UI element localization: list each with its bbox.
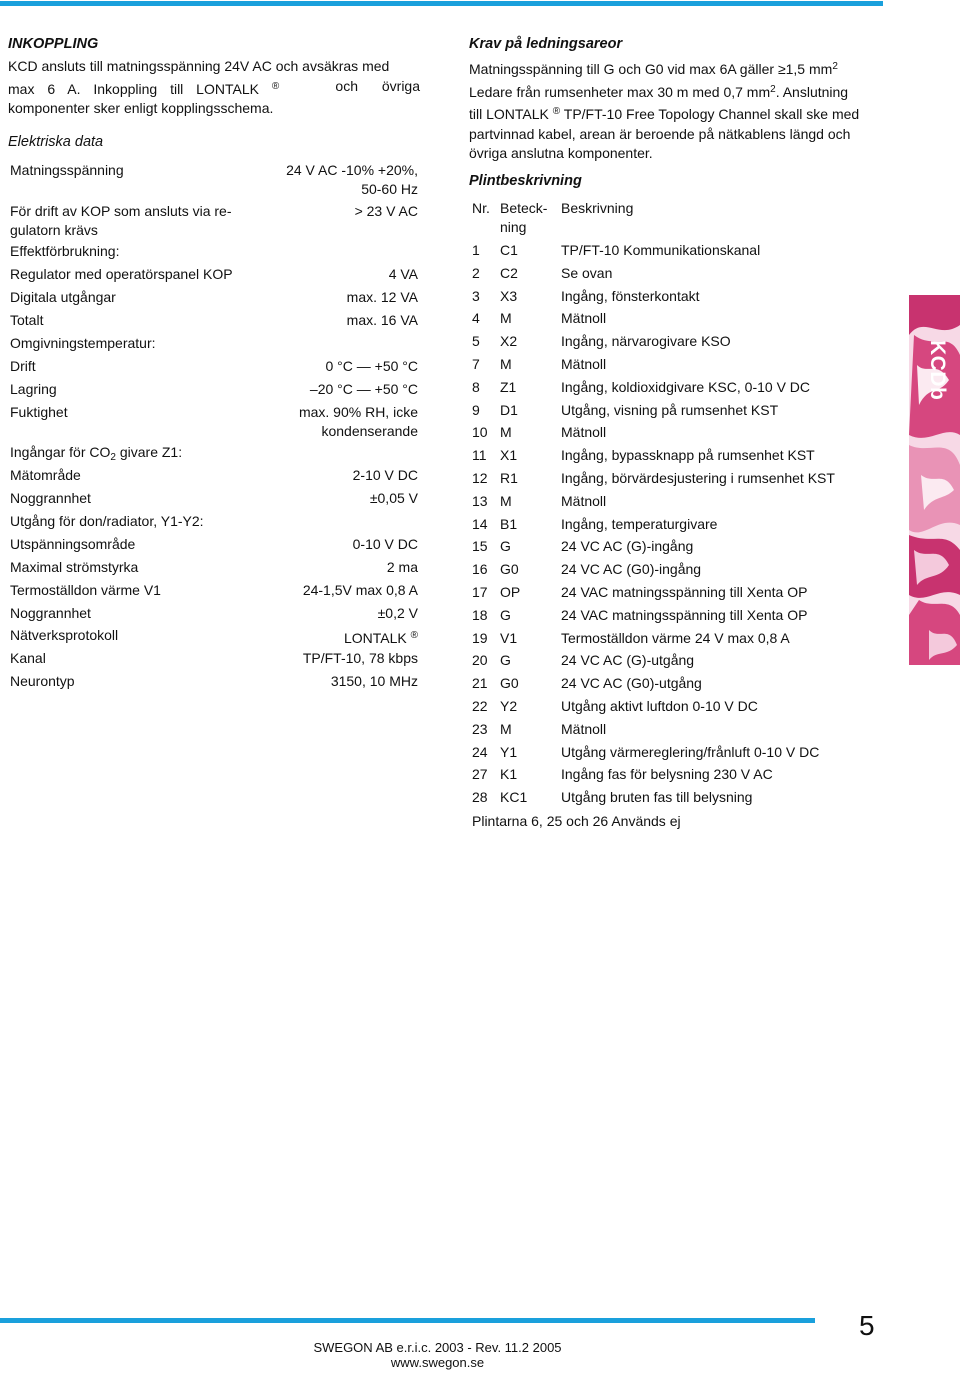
cell-desc: Mätnoll [561, 310, 607, 327]
cell-bet: Y2 [500, 698, 518, 714]
cell-bet: D1 [500, 401, 518, 418]
cell-desc: Ingång, koldioxidgivare KSC, 0-10 V DC [561, 378, 811, 395]
registered-mark: ® [410, 630, 418, 641]
cell-nr: 24 [472, 743, 488, 760]
cell-desc: TP/FT-10 Kommunikationskanal [561, 242, 761, 258]
cell-nr: 16 [472, 561, 488, 578]
table-row [469, 583, 889, 606]
registered-mark: ® [552, 106, 561, 117]
footer-company: SWEGON AB e.r.i.c. 2003 - Rev. 11.2 2005 [313, 1340, 562, 1355]
cell-bet: X3 [500, 287, 518, 304]
table-row [469, 697, 889, 720]
cell-desc: Mätnoll [561, 356, 607, 372]
wiring-line-2: Ledare från rumsenheter max 30 m med 0,7 $mm^2$. Anslutning [469, 83, 849, 100]
spec-label: Lagring [10, 381, 57, 397]
cell-nr: 7 [472, 356, 480, 372]
cell-nr: 14 [472, 515, 488, 532]
spec-value: TP/FT-10, 78 kbps [302, 650, 418, 666]
cell-nr: 18 [472, 606, 488, 623]
cell-nr: 17 [472, 584, 488, 600]
cell-desc: 24 VC AC (G)-ingång [561, 538, 694, 555]
spec-value: 0-10 V DC [352, 536, 418, 552]
section-title: INKOPPLING [8, 36, 99, 52]
cell-nr: 10 [472, 424, 488, 441]
spec-value: max. 90% RH, icke kondenserande [298, 404, 418, 439]
page-number: 5 [859, 1310, 875, 1341]
cell-desc: Ingång, fönsterkontakt [561, 287, 700, 304]
cell-desc: 24 VC AC (G0)-utgång [561, 675, 702, 692]
cell-bet: B1 [500, 515, 518, 532]
spec-value: 2 ma [386, 559, 418, 575]
cell-bet: M [500, 356, 512, 372]
registered-mark: ® [271, 80, 280, 92]
cell-bet: C2 [500, 264, 518, 281]
cell-desc: Termoställdon värme 24 V max 0,8 A [561, 629, 790, 646]
cell-bet: OP [500, 584, 521, 600]
intro-line-2-end: och övriga [335, 77, 420, 94]
cell-bet: KC1 [500, 789, 528, 806]
cell-nr: 3 [472, 287, 480, 304]
spec-value: max. 12 VA [346, 289, 418, 305]
spec-label: Neurontyp [10, 673, 75, 689]
cell-bet: G0 [500, 561, 519, 578]
plint-note: Plintarna 6, 25 och 26 Används ej [472, 813, 681, 829]
cell-bet: V1 [500, 629, 518, 646]
wiring-line-3: till LONTALK ® TP/FT-10 Free Topology Channel skall ske med [469, 106, 860, 122]
spec-value: 3150, 10 MHz [330, 673, 418, 689]
col-bet-header: Beteck- ning [500, 200, 548, 235]
spec-value: > 23 V AC [354, 203, 418, 219]
spec-label: Maximal strömstyrka [10, 559, 139, 575]
cell-bet: Y1 [500, 743, 518, 760]
cell-nr: 27 [472, 766, 488, 783]
cell-desc: Se ovan [561, 264, 613, 281]
cell-nr: 2 [472, 264, 480, 281]
table-row [469, 492, 889, 515]
intro-line-2 [8, 77, 420, 100]
spec-label: Effektförbrukning: [10, 243, 120, 259]
cell-desc: Ingång, börvärdesjustering i rumsenhet KST [561, 470, 835, 486]
cell-desc: Ingång, bypassknapp på rumsenhet KST [561, 447, 815, 464]
cell-bet: X1 [500, 447, 518, 464]
table-row [469, 629, 889, 652]
side-tab-label: KCDb [926, 340, 949, 401]
cell-bet: G [500, 652, 511, 669]
spec-label: Fuktighet [10, 404, 68, 420]
cell-desc: Utgång aktivt luftdon 0-10 V DC [561, 698, 758, 714]
cell-bet: M [500, 720, 512, 737]
cell-nr: 11 [472, 447, 487, 464]
spec-label: Mätområde [10, 467, 81, 483]
cell-desc: Utgång, visning på rumsenhet KST [561, 401, 779, 418]
table-row [469, 560, 889, 583]
table-row [469, 241, 889, 264]
wiring-line-5: övriga anslutna komponenter. [469, 145, 653, 161]
cell-nr: 8 [472, 378, 480, 395]
spec-label: Termoställdon värme V1 [10, 582, 161, 598]
table-row [469, 378, 889, 401]
spec-label: Matningsspänning [10, 162, 124, 178]
cell-desc: Ingång fas för belysning 230 V AC [561, 766, 773, 783]
col-desc-header: Beskrivning [561, 200, 634, 216]
cell-nr: 19 [472, 629, 488, 646]
cell-desc: 24 VAC matningsspänning till Xenta OP [561, 584, 808, 600]
cell-bet: M [500, 310, 512, 327]
table-row [469, 423, 889, 446]
top-rule [0, 1, 883, 6]
cell-desc: Ingång, temperaturgivare [561, 515, 718, 532]
spec-value: 24 V AC -10% +20%, 50-60 Hz [286, 162, 418, 197]
wiring-paragraph [469, 57, 889, 164]
spec-label: Digitala utgångar [10, 289, 116, 305]
cell-desc: Mätnoll [561, 720, 607, 737]
cell-desc: Utgång värmereglering/frånluft 0-10 V DC [561, 743, 820, 760]
col-nr-header: Nr. [472, 200, 490, 216]
table-row [469, 401, 889, 424]
spec-value: 0 °C — +50 °C [325, 358, 418, 374]
spec-label: För drift av KOP som ansluts via re- gulatorn krävs [10, 203, 232, 238]
cell-desc: Utgång bruten fas till belysning [561, 789, 753, 806]
spec-value: max. 16 VA [346, 312, 418, 328]
spec-value: –20 °C — +50 °C [309, 381, 418, 397]
table-row [469, 287, 889, 310]
cell-bet: G0 [500, 675, 519, 692]
intro-line-1: KCD ansluts till matningsspänning 24V AC och avsäkras med [8, 58, 390, 74]
spec-label: Utgång för don/radiator, Y1-Y2: [10, 513, 204, 529]
spec-label: Drift [10, 358, 36, 374]
spec-label: Regulator med operatörspanel KOP [10, 266, 233, 282]
spec-label: Omgivningstemperatur: [10, 335, 156, 351]
wiring-line-1: Matningsspänning till G och G0 vid max 6A gäller ≥1,5 $mm^2$ [469, 61, 838, 77]
cell-nr: 5 [472, 333, 480, 350]
cell-bet: G [500, 538, 511, 555]
table-row [469, 446, 889, 469]
bottom-rule [0, 1318, 815, 1323]
footer-website[interactable]: www.swegon.se [390, 1355, 485, 1370]
table-row [469, 674, 889, 697]
table-row [469, 651, 889, 674]
cell-nr: 22 [472, 698, 488, 714]
table-row [469, 355, 889, 378]
cell-nr: 13 [472, 492, 488, 509]
cell-nr: 4 [472, 310, 480, 327]
cell-nr: 12 [472, 470, 488, 486]
cell-nr: 28 [472, 789, 488, 806]
cell-nr: 15 [472, 538, 488, 555]
spec-label: Kanal [10, 650, 46, 666]
cell-nr: 9 [472, 401, 480, 418]
table-row [469, 606, 889, 629]
cell-bet: X2 [500, 333, 518, 350]
cell-nr: 23 [472, 720, 488, 737]
table-row [469, 469, 889, 492]
cell-desc: Mätnoll [561, 424, 607, 441]
spec-label: Noggrannhet [10, 605, 91, 621]
intro-line-3: komponenter sker enligt kopplingsschema. [8, 100, 274, 116]
cell-nr: 1 [472, 242, 480, 258]
cell-desc: 24 VC AC (G)-utgång [561, 652, 695, 669]
spec-value: ±0,05 V [369, 490, 418, 506]
table-row [469, 788, 889, 811]
cell-nr: 21 [472, 675, 488, 692]
table-row [469, 264, 889, 287]
electrical-data-heading: Elektriska data [8, 134, 104, 150]
intro-line-2-text: max 6 A. Inkoppling till LONTALK ® [8, 80, 280, 97]
cell-bet: R1 [500, 470, 518, 486]
cell-bet: Z1 [500, 378, 517, 395]
spec-value: ±0,2 V [377, 605, 418, 621]
cell-desc: 24 VAC matningsspänning till Xenta OP [561, 606, 808, 623]
cell-desc: Mätnoll [561, 492, 607, 509]
cell-bet: G [500, 606, 511, 623]
footer [300, 1340, 575, 1370]
cell-bet: M [500, 492, 512, 509]
table-row [469, 743, 889, 766]
spec-value: 24-1,5V max 0,8 A [302, 582, 418, 598]
spec-value: 4 VA [388, 266, 418, 282]
cell-bet: C1 [500, 242, 518, 258]
intro-paragraph [8, 57, 420, 119]
table-row [469, 332, 889, 355]
plint-heading: Plintbeskrivning [469, 173, 582, 189]
spec-label: Nätverksprotokoll [10, 627, 119, 643]
cell-bet: K1 [500, 766, 518, 783]
spec-label: Totalt [10, 312, 44, 328]
plint-header-row [469, 199, 889, 239]
cell-nr: 20 [472, 652, 488, 669]
spec-label: Noggrannhet [10, 490, 91, 506]
spec-label: Utspänningsområde [10, 536, 136, 552]
cell-bet: M [500, 424, 512, 441]
spec-label: Ingångar för $CO_2$ givare Z1: [10, 444, 183, 463]
table-row [469, 309, 889, 332]
table-row [469, 537, 889, 560]
cell-desc: Ingång, närvarogivare KSO [561, 333, 731, 350]
spec-value: 2-10 V DC [352, 467, 418, 483]
wiring-heading: Krav på ledningsareor [469, 36, 623, 52]
spec-value: LONTALK ® [343, 630, 418, 646]
cell-desc: 24 VC AC (G0)-ingång [561, 561, 702, 578]
table-row [469, 765, 889, 788]
wiring-line-4: partvinnad kabel, arean är beroende på nätkablens längd och [469, 125, 851, 142]
table-row [469, 720, 889, 743]
table-row [469, 515, 889, 538]
